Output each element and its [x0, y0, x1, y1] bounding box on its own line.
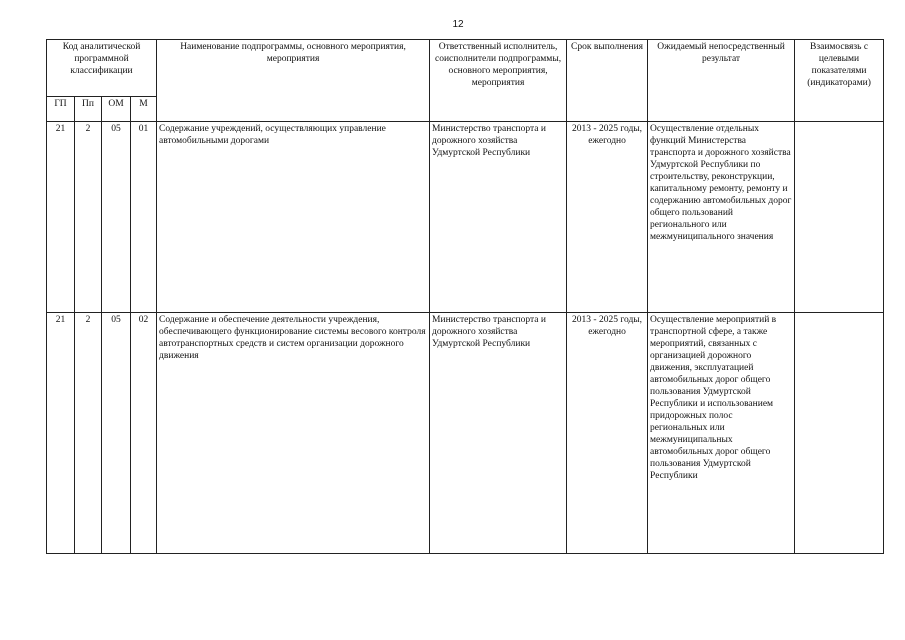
- gp-header: ГП: [47, 97, 75, 122]
- result-header: Ожидаемый непосредственный результат: [648, 40, 795, 122]
- term-cell: 2013 - 2025 годы, ежегодно: [567, 122, 648, 313]
- program-activities-table: [46, 39, 884, 554]
- gp-cell: 21: [47, 122, 75, 313]
- m-cell: 01: [131, 122, 157, 313]
- om-cell: 05: [102, 313, 131, 554]
- indicators-cell: [795, 122, 884, 313]
- table-row: [47, 313, 884, 554]
- activity-name-cell: Содержание и обеспечение деятельности учреждения, обеспечивающего функционирование системы весового контроля автотранспортных средств и систем организации дорожного движения: [157, 313, 430, 554]
- responsible-header: Ответственный исполнитель, соисполнители подпрограммы, основного мероприятия, мероприятия: [430, 40, 567, 122]
- activity-name-cell: Содержание учреждений, осуществляющих управление автомобильными дорогами: [157, 122, 430, 313]
- om-cell: 05: [102, 122, 131, 313]
- m-cell: 02: [131, 313, 157, 554]
- name-header: Наименование подпрограммы, основного мероприятия, мероприятия: [157, 40, 430, 122]
- result-cell: Осуществление отдельных функций Министерства транспорта и дорожного хозяйства Удмуртской Республики по строительству, реконструкции, капитальному ремонту, ремонту и содержанию автомобильных дорог общего пользований регионального или межмуниципального значения: [648, 122, 795, 313]
- table-header-row: [47, 40, 884, 97]
- term-header: Срок выполнения: [567, 40, 648, 122]
- responsible-cell: Министерство транспорта и дорожного хозяйства Удмуртской Республики: [430, 313, 567, 554]
- result-cell: Осуществление мероприятий в транспортной сфере, а также мероприятий, связанных с организацией дорожного движения, эксплуатацией автомобильных дорог общего пользования Удмуртской Республики и использованием придорожных полос региональных или межмуниципальных автомобильных дорог общего пользования Удмуртской Республики: [648, 313, 795, 554]
- m-header: М: [131, 97, 157, 122]
- indicators-header: Взаимосвязь с целевыми показателями (индикаторами): [795, 40, 884, 122]
- pp-header: Пп: [75, 97, 102, 122]
- table-row: [47, 122, 884, 313]
- indicators-cell: [795, 313, 884, 554]
- term-cell: 2013 - 2025 годы, ежегодно: [567, 313, 648, 554]
- om-header: ОМ: [102, 97, 131, 122]
- pp-cell: 2: [75, 122, 102, 313]
- code-group-header: Код аналитической программной классификации: [47, 40, 157, 97]
- pp-cell: 2: [75, 313, 102, 554]
- gp-cell: 21: [47, 313, 75, 554]
- responsible-cell: Министерство транспорта и дорожного хозяйства Удмуртской Республики: [430, 122, 567, 313]
- page-number: 12: [452, 19, 464, 30]
